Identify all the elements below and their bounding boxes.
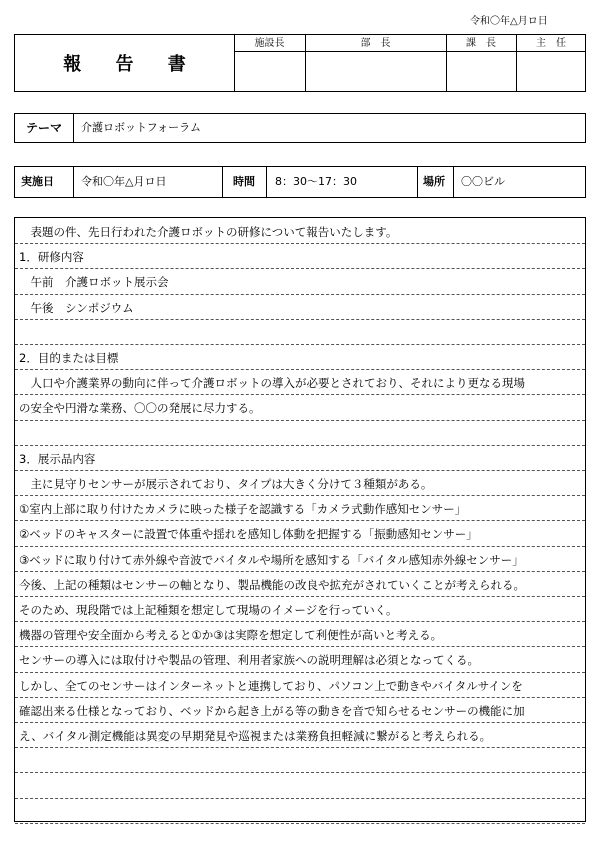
place-label: 場所 <box>423 175 445 188</box>
ruled-line <box>15 495 585 496</box>
approval-stamp-section-chief[interactable] <box>447 52 516 91</box>
ruled-line <box>15 722 585 723</box>
ruled-line <box>15 571 585 572</box>
document-date: 令和〇年△月ロ日 <box>470 16 548 27</box>
body-line: 主に見守りセンサーが展示されており、タイプは大きく分けて３種類がある。 <box>19 477 433 491</box>
body-line: センサーの導入には取付けや製品の管理、利用者家族への説明理解は必須となってくる。 <box>19 653 479 667</box>
approval-stamp-director[interactable] <box>235 52 305 91</box>
ruled-line <box>15 470 585 471</box>
body-line: ①室内上部に取り付けたカメラに映った様子を認識する「カメラ式動作感知センサー」 <box>19 502 467 516</box>
info-row <box>14 166 586 198</box>
body-line: ③ベッドに取り付けて赤外線や音波でバイタルや場所を感知する「バイタル感知赤外線センサー」 <box>19 553 524 567</box>
ruled-line <box>15 319 585 320</box>
ruled-line <box>15 445 585 446</box>
time-label: 時間 <box>233 175 255 188</box>
body-line: 午前 介護ロボット展示会 <box>19 275 169 289</box>
body-line: 確認出来る仕様となっており、ベッドから起き上がる等の動きを音で知らせるセンサーの機能に加 <box>19 704 525 718</box>
approval-label-manager: 部 長 <box>360 38 391 49</box>
ruled-line <box>15 596 585 597</box>
ruled-line <box>15 268 585 269</box>
ruled-line <box>15 243 585 244</box>
body-line: 1．研修内容 <box>19 250 84 264</box>
theme-value[interactable]: 介護ロボットフォーラム <box>81 121 202 134</box>
ruled-line <box>15 546 585 547</box>
ruled-line <box>15 621 585 622</box>
approval-label-director: 施設長 <box>254 38 285 49</box>
theme-row <box>14 113 586 143</box>
ruled-line <box>15 697 585 698</box>
body-line: 機器の管理や安全面から考えると①か③は実際を想定して利便性が高いと考える。 <box>19 628 443 642</box>
ruled-line <box>15 344 585 345</box>
body-line: 表題の件、先日行われた介護ロボットの研修について報告いたします。 <box>19 225 398 239</box>
body-line: しかし、全てのセンサーはインターネットと連携しており、パソコン上で動きやバイタルサインを <box>19 679 523 693</box>
approval-label-section-chief: 課 長 <box>466 38 496 49</box>
ruled-line <box>15 798 585 799</box>
ruled-line <box>15 672 585 673</box>
date-label: 実施日 <box>21 175 54 188</box>
ruled-line <box>15 646 585 647</box>
approval-stamp-supervisor[interactable] <box>517 52 586 91</box>
report-body[interactable] <box>14 217 586 822</box>
approval-stamp-manager[interactable] <box>306 52 446 91</box>
ruled-line <box>15 294 585 295</box>
place-value[interactable]: 〇〇ビル <box>461 175 505 188</box>
ruled-line <box>15 420 585 421</box>
ruled-line <box>15 772 585 773</box>
ruled-line <box>15 369 585 370</box>
body-line: 人口や介護業界の動向に伴って介護ロボットの導入が必要とされており、それにより更なる現場 <box>19 376 525 390</box>
body-line: 午後 シンポジウム <box>19 301 134 315</box>
theme-label: テーマ <box>25 121 62 135</box>
approval-label-supervisor: 主 任 <box>536 38 566 49</box>
body-line: え、バイタル測定機能は異変の早期発見や巡視または業務負担軽減に繋がると考えられる。 <box>19 729 492 743</box>
ruled-line <box>15 747 585 748</box>
body-line: の安全や円滑な業務、〇〇の発展に尽力する。 <box>19 401 261 415</box>
time-value[interactable]: 8：30～17：30 <box>275 175 357 188</box>
report-header <box>14 34 586 92</box>
body-line: そのため、現段階では上記種類を想定して現場のイメージを行っていく。 <box>19 603 398 617</box>
body-line: 3．展示品内容 <box>19 452 96 466</box>
ruled-line <box>15 823 585 824</box>
date-value[interactable]: 令和〇年△月ロ日 <box>81 175 167 188</box>
body-line: ②ベッドのキャスターに設置で体重や揺れを感知し体動を把握する「振動感知センサー」 <box>19 527 478 541</box>
report-title: 報 告 書 <box>63 54 200 75</box>
ruled-line <box>15 520 585 521</box>
body-line: 2．目的または目標 <box>19 351 119 365</box>
ruled-line <box>15 394 585 395</box>
body-line: 今後、上記の種類はセンサーの軸となり、製品機能の改良や拡充がされていくことが考えられる。 <box>19 578 525 592</box>
